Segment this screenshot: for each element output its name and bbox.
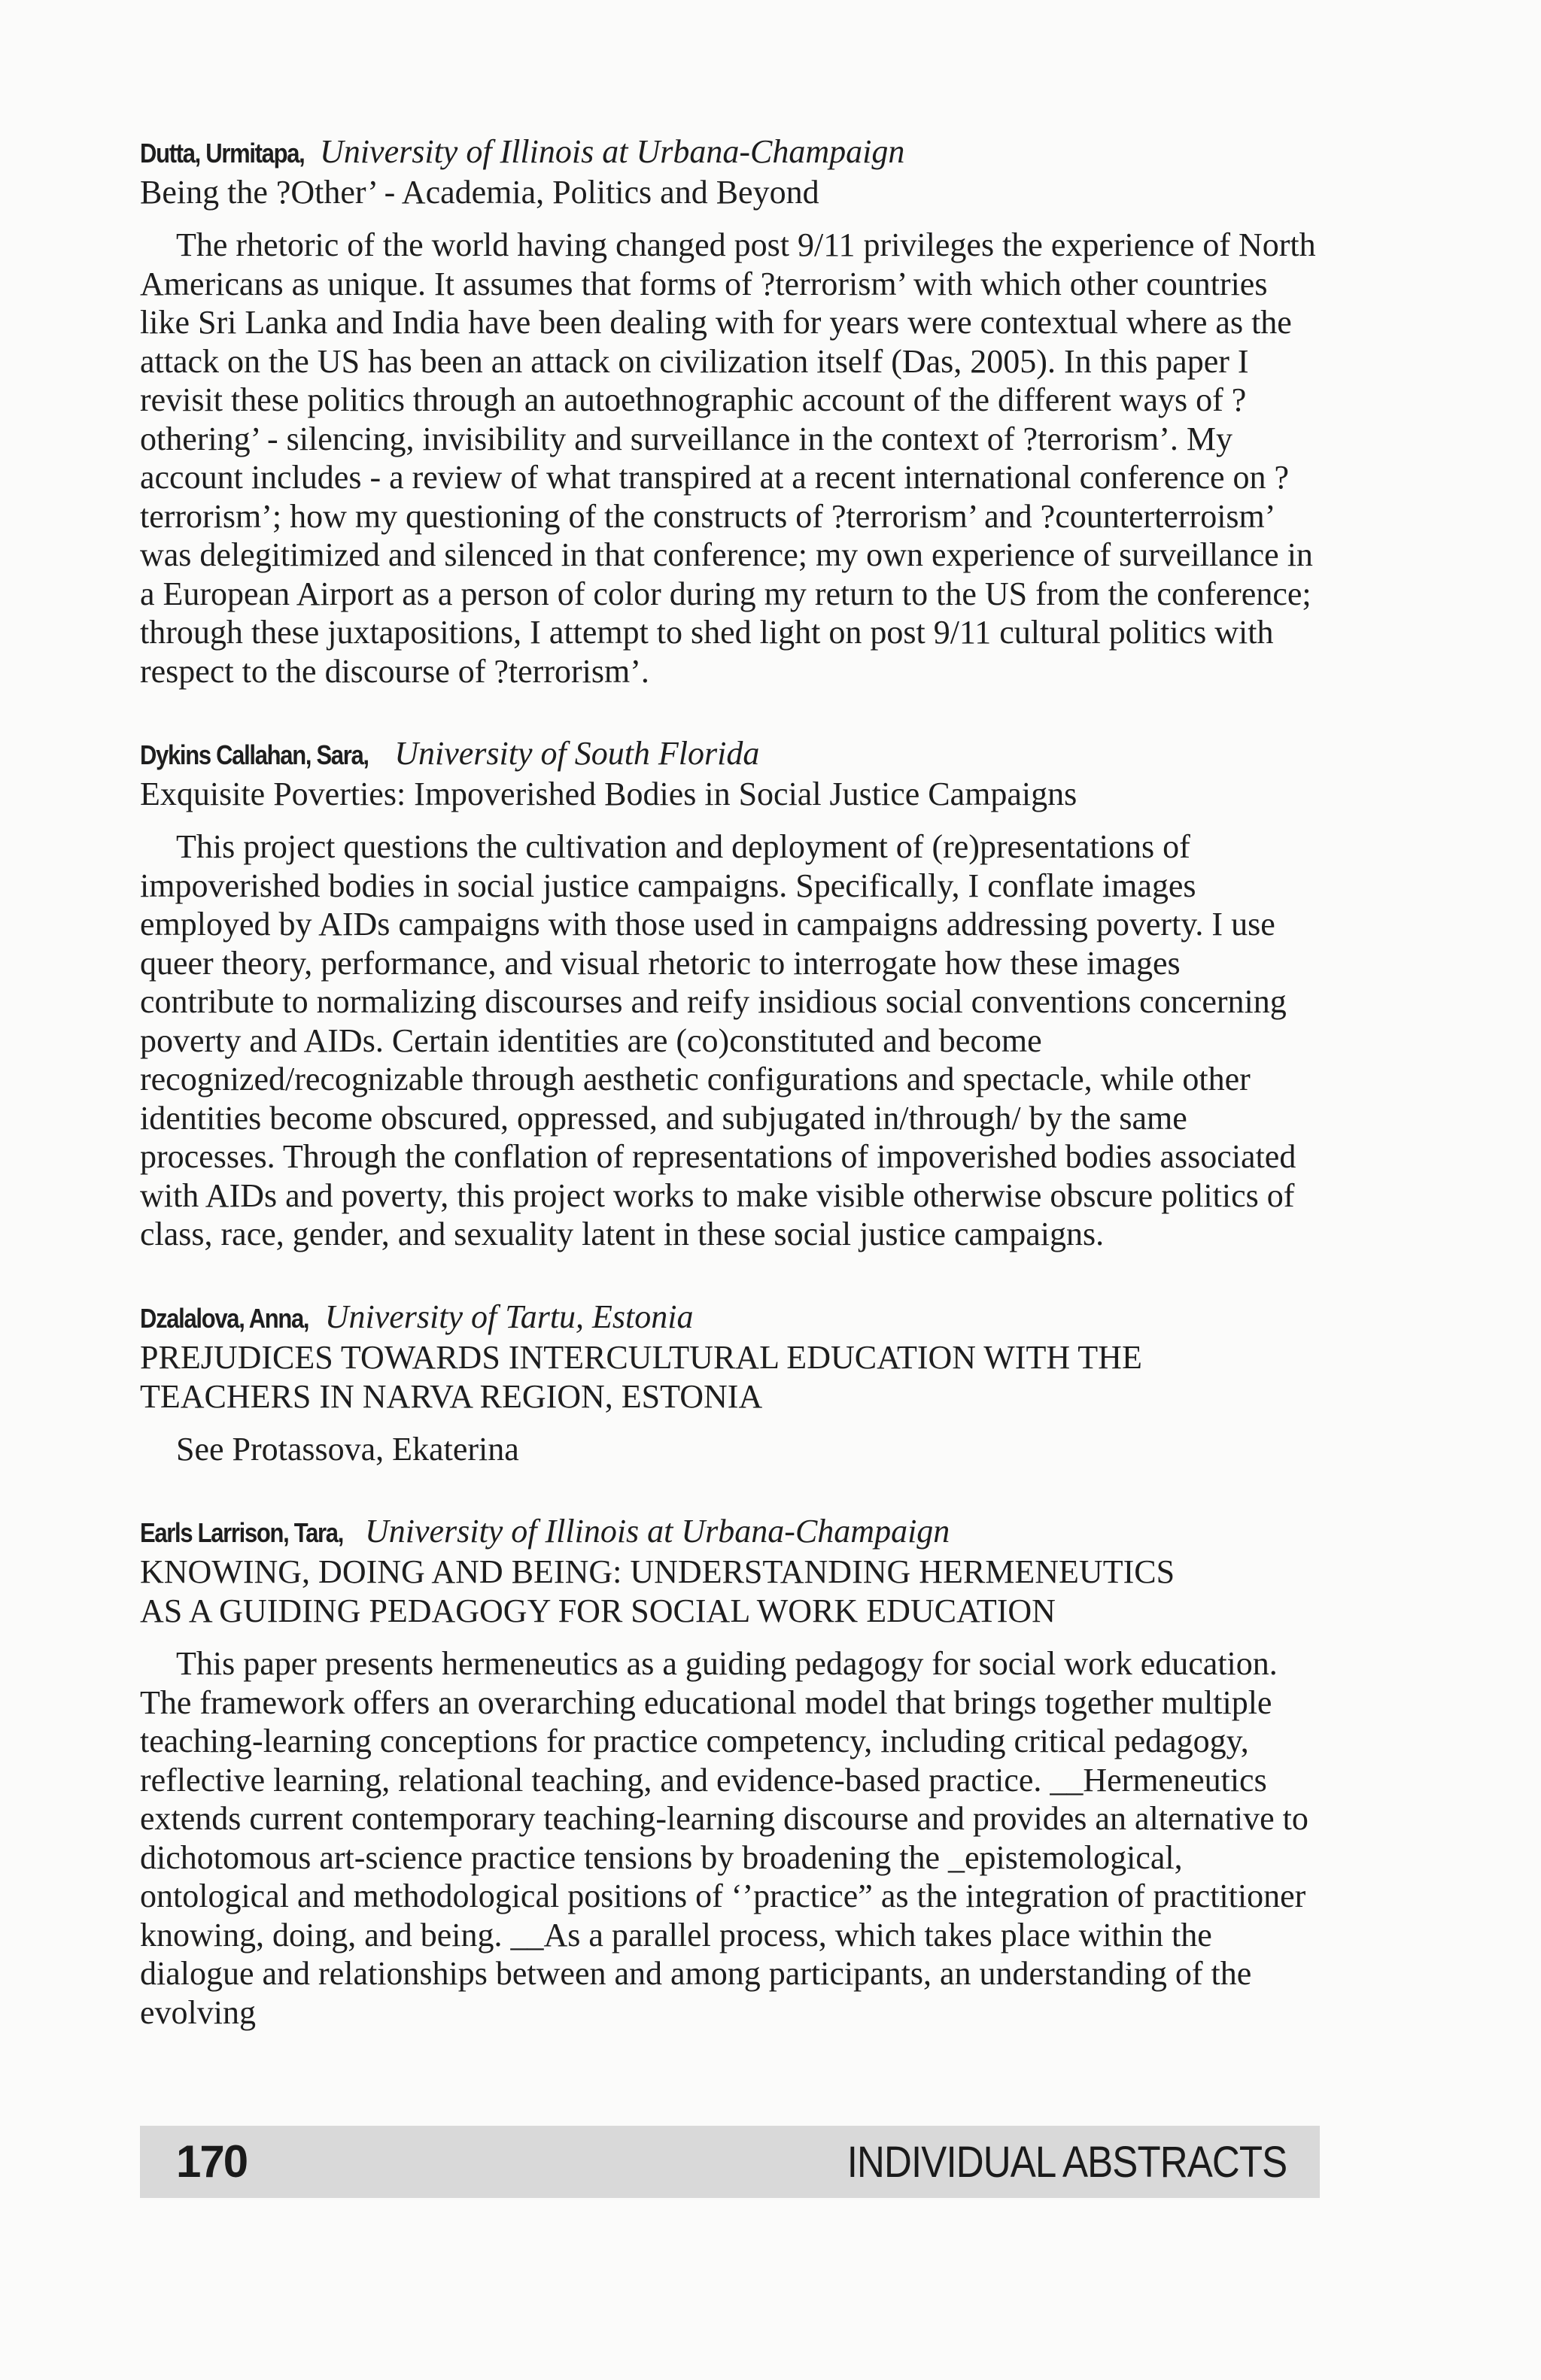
abstract-title: Being the ?Other’ - Academia, Politics and Beyond [140, 174, 819, 211]
author-name: Dykins Callahan, Sara, [140, 739, 369, 770]
abstract-title-line-1: KNOWING, DOING AND BEING: UNDERSTANDING HERMENEUTICS [140, 1553, 1175, 1590]
abstract-entry [140, 132, 1321, 691]
author-name: Dutta, Urmitapa, [140, 138, 305, 168]
abstract-entry [140, 1512, 1321, 2032]
author-name: Earls Larrison, Tara, [140, 1517, 344, 1548]
abstract-body: This project questions the cultivation and deployment of (re)presentations of impoverished bodies in social justice campaigns. Specifically, I conflate images employed by AIDs campaigns with those used in campaigns addressing poverty. I use queer theory, performance, and visual rhetoric to interrogate how these images contribute to normalizing discourses and reify insidious social conventions concerning poverty and AIDs. Certain identities are (co)constituted and become recognized/recognizable through aesthetic configurations and spectacle, while other identities become obscured, oppressed, and subjugated in/through/ by the same processes. Through the conflation of representations of impoverished bodies associated with AIDs and poverty, this project works to make visible otherwise obscure politics of class, race, gender, and sexuality latent in these social justice campaigns. [140, 828, 1296, 1252]
abstract-body: See Protassova, Ekaterina [176, 1430, 519, 1468]
abstract-entry [140, 1298, 1321, 1469]
abstract-title-line-2: AS A GUIDING PEDAGOGY FOR SOCIAL WORK EDUCATION [140, 1592, 1056, 1629]
abstract-body: This paper presents hermeneutics as a guiding pedagogy for social work education. The framework offers an overarching educational model that brings together multiple teaching-learning conceptions for practice competency, including critical pedagogy, reflective learning, relational teaching, and evidence-based practice. __Hermeneutics extends current contemporary teaching-learning discourse and provides an alternative to dichotomous art-science practice tensions by broadening the _epistemological, ontological and methodological positions of ‘’practice” as the integration of practitioner knowing, doing, and being. __As a parallel process, which takes place within the dialogue and relationships between and among participants, an understanding of the evolving [140, 1645, 1308, 2031]
entry-heading [140, 1512, 1321, 1553]
abstracts-column [140, 132, 1321, 2075]
author-affiliation: University of Illinois at Urbana-Champaign [320, 133, 905, 170]
entry-heading [140, 132, 1321, 173]
section-name: INDIVIDUAL ABSTRACTS [846, 2138, 1287, 2187]
abstract-title: Exquisite Poverties: Impoverished Bodies in Social Justice Campaigns [140, 776, 1077, 812]
page-footer-bar [140, 2126, 1320, 2198]
author-affiliation: University of Illinois at Urbana-Champaign [364, 1513, 950, 1550]
author-name: Dzalalova, Anna, [140, 1302, 309, 1334]
abstract-body: The rhetoric of the world having changed post 9/11 privileges the experience of North Americans as unique. It assumes that forms of ?terrorism’ with which other countries like Sri Lanka and India have been dealing with for years were contextual where as the attack on the US has been an attack on civilization itself (Das, 2005). In this paper I revisit these politics through an autoethnographic account of the different ways of ?othering’ - silencing, invisibility and surveillance in the context of ?terrorism’. My account includes - a review of what transpired at a recent international conference on ?terrorism’; how my questioning of the constructs of ?terrorism’ and ?counterterroism’ was delegitimized and silenced in that conference; my own experience of surveillance in a European Airport as a person of color during my return to the US from the conference; through these juxtapositions, I attempt to shed light on post 9/11 cultural politics with respect to the discourse of ?terrorism’. [140, 226, 1316, 690]
author-affiliation: University of South Florida [394, 735, 760, 772]
abstract-entry [140, 734, 1321, 1254]
author-affiliation: University of Tartu, Estonia [324, 1298, 694, 1335]
entry-heading [140, 1298, 1321, 1338]
page-number: 170 [176, 2136, 248, 2187]
abstract-title-line-2: TEACHERS IN NARVA REGION, ESTONIA [140, 1377, 763, 1415]
abstract-title-line-1: PREJUDICES TOWARDS INTERCULTURAL EDUCATION WITH THE [140, 1338, 1142, 1376]
entry-heading [140, 734, 1321, 775]
